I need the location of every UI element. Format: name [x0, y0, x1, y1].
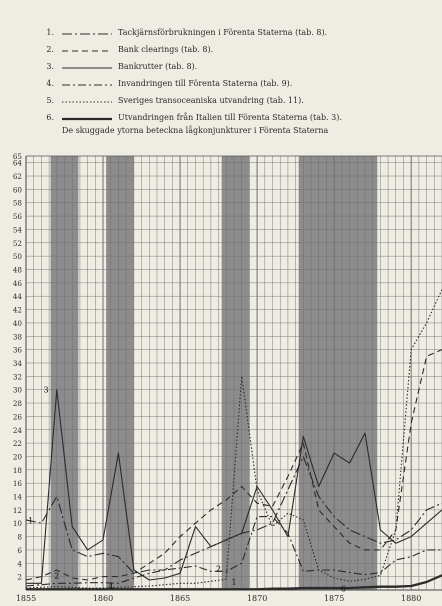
y-tick-label: 54: [12, 225, 22, 235]
legend-note: De skuggade ytorna beteckna lågkonjunkturer i Förenta Staterna: [62, 126, 329, 135]
y-tick-label: 2: [17, 572, 22, 582]
recession-band: [106, 156, 134, 590]
y-tick-label: 18: [12, 465, 22, 475]
x-tick-label: 1870: [246, 594, 268, 603]
x-tick-label: 1855: [15, 594, 37, 603]
y-tick-label: 46: [12, 278, 22, 288]
y-tick-label: 48: [12, 265, 22, 275]
legend-item-label: Sveriges transoceaniska utvandring (tab. 11).: [118, 96, 304, 105]
legend-item: [0, 26, 442, 40]
legend-item-label: Utvandringen från Italien till Förenta Staterna (tab. 3).: [118, 113, 342, 122]
y-tick-label: 52: [12, 238, 22, 248]
y-tick-label: 30: [12, 385, 22, 395]
x-tick-label: 1865: [169, 594, 191, 603]
recession-band: [222, 156, 250, 590]
legend-line-swatch: [62, 112, 112, 124]
y-tick-label: 60: [12, 185, 22, 195]
y-tick-label: 64: [12, 158, 22, 168]
y-tick-label: 34: [12, 358, 22, 368]
series-annotation: 2: [54, 571, 60, 581]
legend-item-label: Bankrutter (tab. 8).: [118, 62, 198, 71]
legend-item: [0, 111, 442, 125]
series-annotation: 4: [108, 581, 114, 591]
y-tick-label: 24: [12, 425, 22, 435]
series-annotation: 3: [43, 385, 49, 395]
x-tick-label: 1875: [323, 594, 345, 603]
series-annotation: 6: [340, 584, 346, 594]
y-tick-label: 38: [12, 332, 22, 342]
y-tick-label: 6: [17, 545, 22, 555]
x-tick-label: 1860: [92, 594, 114, 603]
legend-item-number: 1.: [46, 28, 54, 37]
recession-band: [299, 156, 378, 590]
legend-item-label: Tackjärnsförbrukningen i Förenta Staterna (tab. 8).: [118, 28, 328, 37]
legend-item-number: 4.: [46, 79, 54, 88]
series-annotation: 1: [28, 516, 34, 526]
y-tick-label: 4: [17, 559, 22, 569]
y-tick-label: 20: [12, 452, 22, 462]
y-tick-label: 28: [12, 399, 22, 409]
legend-item-label: Bank clearings (tab. 8).: [118, 45, 214, 54]
y-tick-label: 65: [12, 152, 22, 161]
legend-item: [0, 43, 442, 57]
legend-item-label: Invandringen till Förenta Staterna (tab. 9).: [118, 79, 293, 88]
y-tick-label: 36: [12, 345, 22, 355]
y-tick-label: 22: [12, 439, 22, 449]
y-tick-label: 8: [17, 532, 22, 542]
legend-line-swatch: [62, 61, 112, 73]
x-tick-label: 1880: [401, 594, 422, 603]
legend-line-swatch: [62, 27, 112, 39]
series-annotation: 1: [231, 577, 237, 587]
legend-item-number: 6.: [46, 113, 54, 122]
y-tick-label: 44: [12, 292, 22, 302]
y-tick-label: 62: [12, 172, 22, 182]
y-tick-label: 10: [12, 519, 22, 529]
y-tick-label: 26: [12, 412, 22, 422]
legend-item-number: 3.: [46, 62, 54, 71]
legend-item: [0, 60, 442, 74]
legend-line-swatch: [62, 95, 112, 107]
y-tick-label: 50: [12, 252, 22, 262]
y-tick-label: 56: [12, 212, 22, 222]
legend-item-number: 5.: [46, 96, 54, 105]
chart-plot: [0, 150, 442, 606]
y-tick-label: 40: [12, 318, 22, 328]
y-tick-label: 32: [12, 372, 22, 382]
y-tick-label: 14: [12, 492, 22, 502]
y-tick-label: 58: [12, 198, 22, 208]
y-tick-label: 42: [12, 305, 22, 315]
series-annotation: 2: [216, 564, 222, 574]
legend-item: [0, 77, 442, 91]
legend-line-swatch: [62, 44, 112, 56]
legend-item: [0, 94, 442, 108]
y-tick-label: 16: [12, 479, 22, 489]
y-tick-label: 12: [12, 505, 22, 515]
legend-item-number: 2.: [46, 45, 54, 54]
legend-line-swatch: [62, 78, 112, 90]
